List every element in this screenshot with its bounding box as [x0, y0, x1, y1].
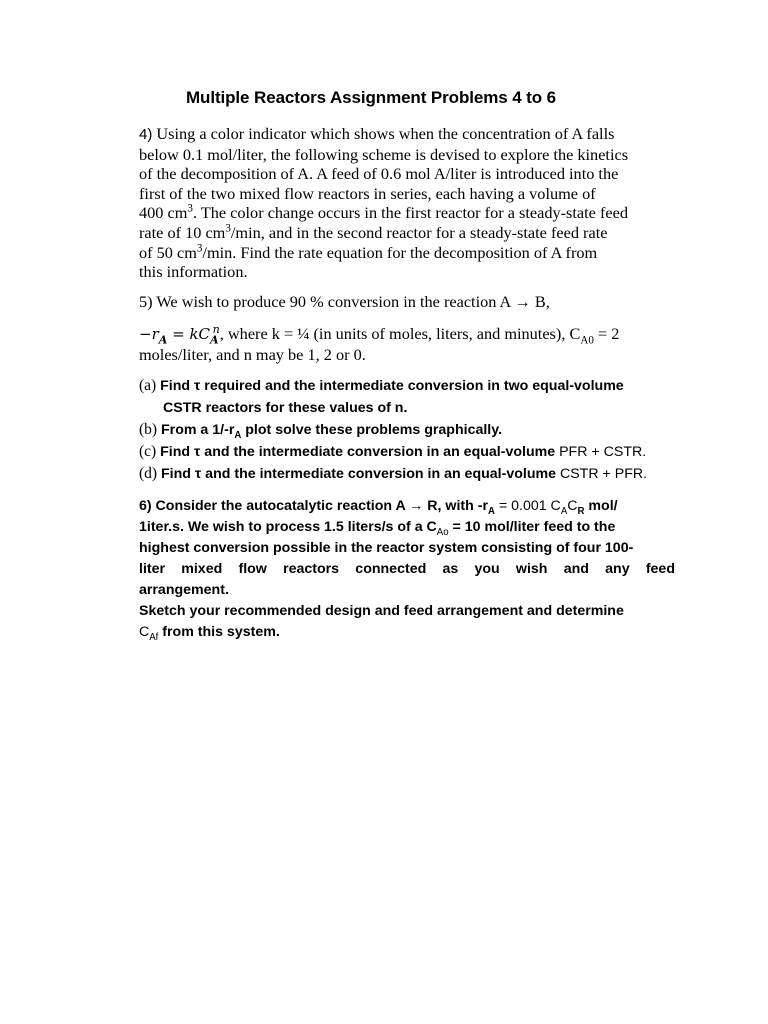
problem-5-line-2: $-r_A = kC_A^n$, where k = ¼ (in units of moles, liters, and minutes), $C_{A0} = 2$: [139, 322, 620, 347]
problem-6-line-1: 6) Consider the autocatalytic reaction A → R, with $-r_A = 0.001$ $C_AC_R$ mol/: [139, 498, 618, 517]
problem-4: [139, 124, 679, 282]
problem-5-line-3: moles/liter, and n may be 1, 2 or 0.: [139, 344, 366, 364]
problem-4-line-1: 4) Using a color indicator which shows when the concentration of A falls: [139, 124, 615, 143]
problem-6-line-2: 1iter.s. We wish to process 1.5 liters/s of a $C_{Ao} = 10$ mol/liter feed to the: [139, 519, 616, 538]
problem-5-line-1: 5) We wish to produce 90 % conversion in the reaction A → B,: [139, 292, 550, 311]
problem-5-item-a-cont: CSTR reactors for these values of n.: [163, 400, 408, 416]
problem-5-item-c: (c) Find τ and the intermediate conversion in an equal-volume PFR + CSTR.: [139, 443, 647, 460]
problem-6-line-4: liter mixed flow reactors connected as you wish and any feed: [139, 561, 675, 577]
problem-6-line-5: arrangement.: [139, 582, 229, 598]
problem-4-line-7: of 50 $cm^3/\min$. Find the rate equation for the decomposition of A from: [139, 242, 598, 262]
problem-4-line-6: rate of 10 $cm^3/\min$, and in the second reactor for a steady-state feed rate: [139, 222, 608, 242]
problem-4-line-8: this information.: [139, 262, 248, 282]
problem-5-rate: [139, 324, 679, 364]
problem-5-item-b: (b) From a $1/-r_A$ plot solve these problems graphically.: [139, 421, 503, 441]
problem-5-items: [139, 375, 675, 485]
problem-4-line-3: of the decomposition of A. A feed of 0.6 mol A/liter is introduced into the: [139, 164, 619, 184]
problem-4-line-5: 400 $cm^3$. The color change occurs in the first reactor for a steady-state feed: [139, 202, 628, 223]
page-title: Multiple Reactors Assignment Problems 4 to 6: [186, 88, 556, 107]
problem-6-line-7: $C_{Af}$ from this system.: [139, 624, 280, 643]
problem-4-line-2: below 0.1 mol/liter, the following scheme is devised to explore the kinetics: [139, 144, 629, 164]
problem-4-line-4: first of the two mixed flow reactors in series, each having a volume of: [139, 183, 596, 203]
problem-5-item-d: (d) Find τ and the intermediate conversion in an equal-volume CSTR + PFR.: [139, 465, 648, 482]
problem-5-intro: [139, 292, 679, 312]
problem-4-number: 4): [139, 126, 153, 143]
problem-6-line-3: highest conversion possible in the reactor system consisting of four 100-: [139, 540, 634, 556]
problem-6-line-6: Sketch your recommended design and feed arrangement and determine: [139, 603, 624, 619]
problem-5-item-a: (a) Find τ required and the intermediate conversion in two equal-volume: [139, 377, 624, 394]
problem-6: [139, 496, 675, 643]
